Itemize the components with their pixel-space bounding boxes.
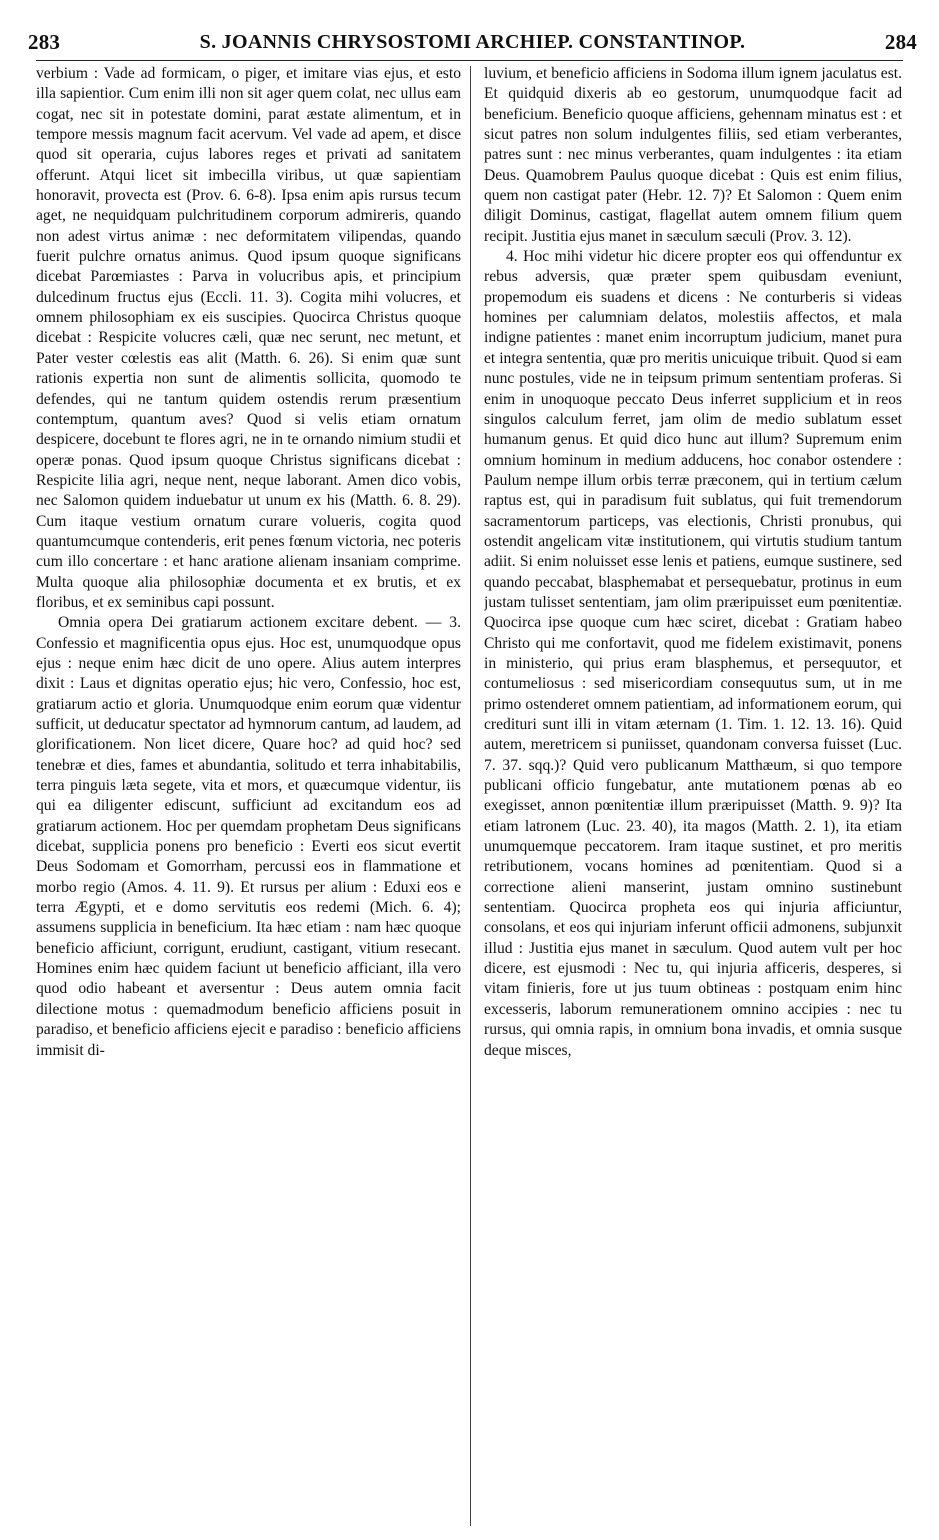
left-paragraph-2: Omnia opera Dei gratiarum actionem excitare debent. — 3. Confessio et magnificentia opus ejus. Hoc est, unumquodque opus ejus : neque enim hæc dicit de uno opere. Alius autem interpres dixit : Laus et dignitas operatio ejus; hic vero, Confessio, hoc est, gratiarum actio et gloria. Unumquodque enim eorum quæ videntur sufficit, ut deducatur spectator ad hymnorum cantum, ad laudem, ad glorificationem. Non licet dicere, Quare hoc? ad quid hoc? sed tenebræ et dies, fames et abundantia, solitudo et terra inhabitabilis, terra pinguis læta segete, vita et mors, et quæcumque videntur, iis qui ea diligenter ediscunt, sufficiunt ad excitandum eos ad gratiarum actionem. Hoc per quemdam prophetam Deus significans dicebat, supplicia ponens pro beneficio : Everti eos sicut evertit Deus Sodomam et Gomorrham, percussi eos in flammatione et morbo regio (Amos. 4. 11. 9). Et rursus per alium : Eduxi eos e terra Ægypti, et e domo servitutis eos redemi (Mich. 6. 4); assumens supplicia in beneficium. Ita hæc etiam : nam hæc quoque beneficio afficiunt, corrigunt, erudiunt, castigant, vitium resecant. Homines enim hæc quidem faciunt ut beneficio afficiant, illa vero quod odio habeant et aversentur : Deus autem omnia facit dilectione motus : quemadmodum beneficio afficiens posuit in paradiso, et beneficio afficiens ejecit e paradiso : beneficio afficiens immisit di-	[36, 614, 461, 1059]
page-number-right: 284	[884, 29, 917, 54]
left-paragraph-1: verbium : Vade ad formicam, o piger, et imitare vias ejus, et esto illa sapientior. Cum enim illi non sit ager quem colat, nec ullus eam cogat, nec sit in potestate domini, parat æstate alimentum, et in tempore messis magnum facit acervum. Vel vade ad apem, et disce quod sit operaria, cujus labores reges et privati ad sanitatem offerunt. Atqui licet sit imbecilla viribus, ut quæ sapientiam honoravit, provecta est (Prov. 6. 6-8). Ipsa enim apis rursus tecum aget, ne nequidquam pulchritudinem corporum admireris, quando non adest virtus animæ : nec deformitatem vilipendas, quando fuerit pulchre ornatus animus. Quod ipsum quoque significans dicebat Parœmiastes : Parva in volucribus apis, et principium dulcedinum fructus ejus (Eccli. 11. 3). Cogita mihi volucres, et omnem philosophiam ex eis suscipies. Quocirca Christus quoque dicebat : Respicite volucres cæli, quæ nec serunt, nec metunt, et Pater vester cœlestis eas alit (Matth. 6. 26). Si enim quæ sunt rationis expertia non sunt de alimentis sollicita, quomodo te defendes, qui ne tantum quidem ostendis rerum præsentium contemptum, quantum aves? Quod si velis etiam ornatum despicere, docebunt te flores agri, ne in te ornando nimium studii et operæ ponas. Quod ipsum quoque Christus significans dicebat : Respicite lilia agri, neque nent, neque laborant. Amen dico vobis, nec Salomon quidem induebatur ut unum ex his (Matth. 6. 8. 29). Cum itaque vestium ornatum curare volueris, cogita quod quantumcumque contenderis, erit penes fœnum victoria, nec poteris cum illo concertare : et hanc aratione alienam insaniam comprime. Multa quoque alia philosophiæ documenta et ex brutis, et ex floribus, et ex seminibus capi possunt.	[36, 65, 461, 611]
left-column	[36, 64, 461, 1526]
right-paragraph-1: luvium, et beneficio afficiens in Sodoma illum ignem jaculatus est. Et quidquid dixeris ab eo gestorum, unumquodque facit ad beneficium. Beneficio quoque afficiens, gehennam minatus est : et sicut patres non solum indulgentes filiis, sed etiam verberantes, patres sunt : nec minus verberantes, quam indulgentes : ita etiam Deus. Quamobrem Paulus quoque dicebat : Quis est enim filius, quem non castigat pater (Hebr. 12. 7)? Et Salomon : Quem enim diligit Dominus, castigat, flagellat autem omnem filium quem recipit. Justitia ejus manet in sæculum sæculi (Prov. 3. 12).	[484, 65, 902, 245]
running-title: S. JOANNIS CHRYSOSTOMI ARCHIEP. CONSTANTINOP.	[199, 30, 746, 53]
right-column	[484, 64, 902, 1526]
running-head	[28, 26, 917, 58]
page-number-left: 283	[28, 29, 61, 54]
right-paragraph-2: 4. Hoc mihi videtur hic dicere propter eos qui offenduntur ex rebus adversis, quæ præter spem quibusdam eveniunt, propemodum eis suadens et dicens : Ne conturberis si videas homines per calumniam delatos, molestiis affectos, et mala indigne patientes : manet enim incorruptum judicium, manet pura et integra sententia, quæ pro meritis unicuique tribuit. Quod si eam nunc postules, vide ne in teipsum primum sententiam proferas. Si enim in unoquoque peccato Deus inferret supplicium et in reos singulos calculum ferret, jam olim de medio sublatum esset humanum genus. Et quid dico hunc aut illum? Supremum enim omnium hominum in medium adducens, hoc conabor ostendere : Paulum nempe illum orbis terræ præconem, qui in tertium cælum raptus est, qui in paradisum fuit sublatus, qui fuit tremendorum sacramentorum particeps, vas electionis, Christi pronubus, qui ostendit angelicam vitæ institutionem, qui virtutis studium tantum adiit. Si enim noluisset esse lenis et patiens, eumque sustinere, sed quando peccabat, blasphemabat et persequebatur, protinus in eum justam tulisset sententiam, jam olim præripuisset eum pœnitentiæ. Quocirca ipse quoque cum hæc sciret, dicebat : Gratiam habeo Christo qui me confortavit, quod me fidelem existimavit, ponens in ministerio, qui prius eram blasphemus, et persequutor, et contumeliosus : sed misericordiam consequutus sum, ut in me primo ostenderet omnem patientiam, ad informationem eorum, qui credituri sunt illi in vitam æternam (1. Tim. 1. 12. 13. 16). Quid autem, meretricem si puniisset, quandonam conversa fuisset (Luc. 7. 37. sqq.)? Quid vero publicanum Matthæum, si quo tempore publicani officio fungebatur, ante mutationem pœnas ab eo exegisset, annon pœnitentiæ illum præripuisset (Matth. 9. 9)? Ita etiam latronem (Luc. 23. 40), ita magos (Matth. 2. 1), ita etiam unumquemque peccatorem. Iram itaque sustinet, et pro meritis retributionem, vocans homines ad pœnitentiam. Quod si a correctione alieni manserint, justam omnino sustinebunt sententiam. Quocirca propheta eos qui injuria afficiuntur, consolans, et eos qui injuriam inferunt officii admonens, subjunxit illud : Justitia ejus manet in sæculum. Quod autem vult per hoc dicere, est ejusmodi : Nec tu, qui injuria afficeris, desperes, si vitam finieris, fore ut jus tuum obtineas : postquam enim hinc excesseris, laborum remunerationem omnino accipies : nec tu rursus, qui omnia rapis, in omnium bona invadis, et omnia susque deque misces,	[484, 248, 902, 1059]
column-divider	[470, 66, 471, 1526]
header-rule	[36, 60, 903, 61]
